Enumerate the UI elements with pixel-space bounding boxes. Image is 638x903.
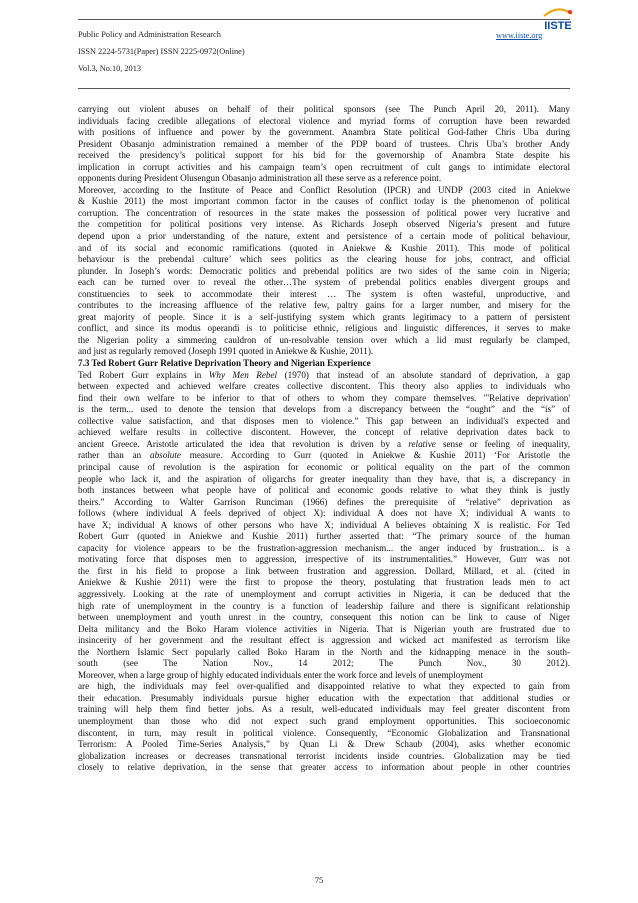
text-line: the competition for political positions very intense. As Richards Joseph observed Nigeria’s present and future bbox=[78, 219, 570, 230]
text-line: the Northern Islamic Sect popularly called Boko Haram in the North and the kidnapping menace in the south- bbox=[78, 646, 570, 657]
text-line: aggressively. Looking at the rate of unemployment and corrupt activities in Nigeria, it can be deduced that the bbox=[78, 588, 570, 599]
text-line: collective value satisfaction, and that disposes men to violence.” This gap between an individual's expected and bbox=[78, 415, 570, 426]
text-line: globalization increases or decreases transnational terrorist incidents inside countries. Globalization may be tied bbox=[78, 750, 570, 761]
text-line: individuals facing credible allegations of electoral violence and myriad forms of corruption have been rewarded bbox=[78, 115, 570, 126]
text-line: insincerity of her government and the resultant effect is aggression and wicked act manifested as terrorism like bbox=[78, 635, 570, 646]
text-line: corruption. The concentration of resources in the state makes the possession of political power very lucrative and bbox=[78, 207, 570, 218]
text-line: the Nigerian polity a simmering cauldron of un-resolvable tension over which a lid must regularly be clamped, bbox=[78, 334, 570, 345]
text-line: achieved welfare results in collective discontent. However, the concept of relative deprivation dates back to bbox=[78, 427, 570, 438]
section-heading: 7.3 Ted Robert Gurr Relative Deprivation Theory and Nigerian Experience bbox=[78, 358, 371, 369]
text-line: opponents during President Olusengun Obasanjo administration all these serve as a reference point. bbox=[78, 173, 442, 184]
text-line: Delta militancy and the Boko Haram violence activities in Nigeria. That is Nigerian youth are frustrated due to bbox=[78, 623, 570, 634]
journal-title: Public Policy and Administration Research bbox=[78, 30, 221, 39]
text-line: people who lack it, and the aspiration of oligarchs for greater inequality than they have, that is, a discrepancy in bbox=[78, 473, 570, 484]
text-line: between unemployment and youth unrest in the country, consequent this notion can be link to cause of Niger bbox=[78, 612, 570, 623]
text-line: have X; individual A knows of other persons who have X; individual A believes obtaining X is realistic. For Ted bbox=[78, 519, 570, 530]
text-line: discontent, in turn, may result in political violence. Consequently, “Economic Globalization and Transnational bbox=[78, 727, 570, 738]
text-line: are high, the individuals may feel over-qualified and disappointed relative to what they expected to gain from bbox=[78, 681, 570, 692]
text-line: closely to relative deprivation, in the sense that greater access to information about people in other countries bbox=[78, 762, 570, 773]
text-line: Aniekwe & Kushie 2011) were the first to propose the theory, postulating that frustration leads men to act bbox=[78, 577, 570, 588]
text-line: ancient Greece. Aristotle articulated the idea that revolution is driven by a relative sense or feeling of inequality, bbox=[78, 438, 571, 449]
text-line: between expected and achieved welfare creates collective discontent. This theory also applies to individuals who bbox=[78, 381, 570, 392]
text-line: Ted Robert Gurr explains in Why Men Rebel (1970) that instead of an absolute standard of deprivation, a gap bbox=[78, 369, 571, 380]
text-line: each can be turned over to reveal the other…The system of prebendal politics enables divergent groups and bbox=[78, 277, 570, 288]
issn: ISSN 2224-5731(Paper) ISSN 2225-0972(Online) bbox=[78, 47, 245, 56]
text-line: training will help them find better jobs. As a result, well-educated individuals may feel greater discontent from bbox=[78, 704, 570, 715]
journal-url-link[interactable]: www.iiste.org bbox=[496, 31, 543, 40]
text-line: south (see The Nation Nov., 14 2012; The Punch Nov., 30 2012). bbox=[78, 658, 570, 669]
header-rule bbox=[78, 88, 570, 89]
text-line: received the presidency’s political support for his bid for the governorship of Anambra State despite his bbox=[78, 150, 570, 161]
text-line: President Obasanjo administration remained a member of the PDP board of trustees. Chris Uba’s brother Andy bbox=[78, 138, 570, 149]
text-line: & Kushie 2011) the most important common factor in the causes of conflict today is the phenomenon of political bbox=[78, 196, 570, 207]
text-line: motivating force that disposes men to aggression, irrespective of its instrumentalities.” However, Gurr was not bbox=[78, 554, 570, 565]
text-line: great majority of people. Since it is a self-justifying system which grants legitimacy to a pattern of persistent bbox=[78, 311, 570, 322]
text-line: capacity for violence appears to be the frustration-aggression mechanism... the anger induced by frustration... is a bbox=[78, 542, 570, 553]
text-line: the first in his field to propose a link between frustration and aggression. Dollard, Millard, et al. (cited in bbox=[78, 565, 570, 576]
text-line: Moreover, according to the Institute of Peace and Conflict Resolution (IPCR) and UNDP (2003 cited in Aniekwe bbox=[78, 184, 570, 195]
text-line: both instances between what people have of political and economic goods relative to what they think is justly bbox=[78, 485, 570, 496]
text-line: plunder. In Joseph’s words: Democratic politics and prebendal politics are two sides of the same coin in Nigeria; bbox=[78, 265, 570, 276]
text-line: high rate of unemployment in the country is a function of leadership failure and there is significant relationship bbox=[78, 600, 570, 611]
volume-info: Vol.3, No.10, 2013 bbox=[78, 64, 141, 73]
text-line: and of its social and economic ramifications (quoted in Aniekwe & Kushie 2011). This mode of political bbox=[78, 242, 570, 253]
text-line: their education. Presumably individuals pursue higher education with the expectation that additional studies or bbox=[78, 692, 570, 703]
text-line: theirs.” According to Walter Garrison Runciman (1966) defines the prerequisite of “relative” deprivation as bbox=[78, 496, 570, 507]
text-line: constituencies to seek to accommodate their interest … The system is often wasteful, unproductive, and bbox=[78, 288, 570, 299]
text-line: implication in corrupt activities and his campaign team’s open recruitment of cult gangs to intimidate electoral bbox=[78, 161, 570, 172]
text-line: find their own welfare to be inferior to that of others to whom they compare themselves. "'Relative deprivation' bbox=[78, 392, 570, 403]
text-line: carrying out violent abuses on behalf of their political sponsors (see The Punch April 20, 2011). Many bbox=[78, 104, 570, 114]
text-line: Robert Gurr (quoted in Aniekwe and Kushie 2011) further asserted that: “The primary source of the human bbox=[78, 531, 570, 542]
text-line: conflict, and since its modus operandi is to politicise ethnic, religious and linguistic differences, it serves to make bbox=[78, 323, 570, 334]
page-number: 75 bbox=[314, 875, 324, 885]
text-line: behaviour is the prebendal culture’ which sees politics as the clearing house for jobs, contract, and official bbox=[78, 254, 570, 265]
svg-text:IISTE: IISTE bbox=[544, 20, 572, 32]
text-line: principal cause of revolution is the aspiration for economic or political equality on the part of the common bbox=[78, 461, 570, 472]
text-line: contributes to the increasing affluence of the relative few, paltry gains for a larger number, and misery for the bbox=[78, 300, 570, 311]
text-line: is the term... used to denote the tension that develops from a discrepancy between the “ought” and the “is” of bbox=[78, 404, 570, 415]
text-line: depend upon a prior understanding of the nature, extent and persistence of a certain mode of political behaviour, bbox=[78, 231, 570, 242]
article-body bbox=[78, 104, 570, 774]
text-line: rather than an absolute measure. According to Gurr (quoted in Aniekwe & Kushie 2011) ‘For Aristotle the bbox=[78, 450, 570, 461]
text-line: follows (where individual A feels deprived of object X): individual A does not have X; individual A wants to bbox=[78, 508, 570, 519]
text-line: Moreover, when a large group of highly educated individuals enter the work force and levels of unemployment bbox=[78, 669, 484, 680]
text-line: with positions of influence and power by the government. Anambra State political God-father Chris Uba during bbox=[78, 127, 570, 138]
text-line: and just as regularly removed (Joseph 1991 quoted in Aniekwe & Kushie, 2011). bbox=[78, 346, 374, 357]
header-top-rule bbox=[78, 19, 570, 20]
text-line: Terrorism: A Pooled Time-Series Analysis,” by Quan Li & Drew Schaub (2004), asks whether economic bbox=[78, 739, 570, 750]
text-line: unemployment than those who did not expect such grand employment opportunities. This socioeconomic bbox=[78, 715, 570, 726]
